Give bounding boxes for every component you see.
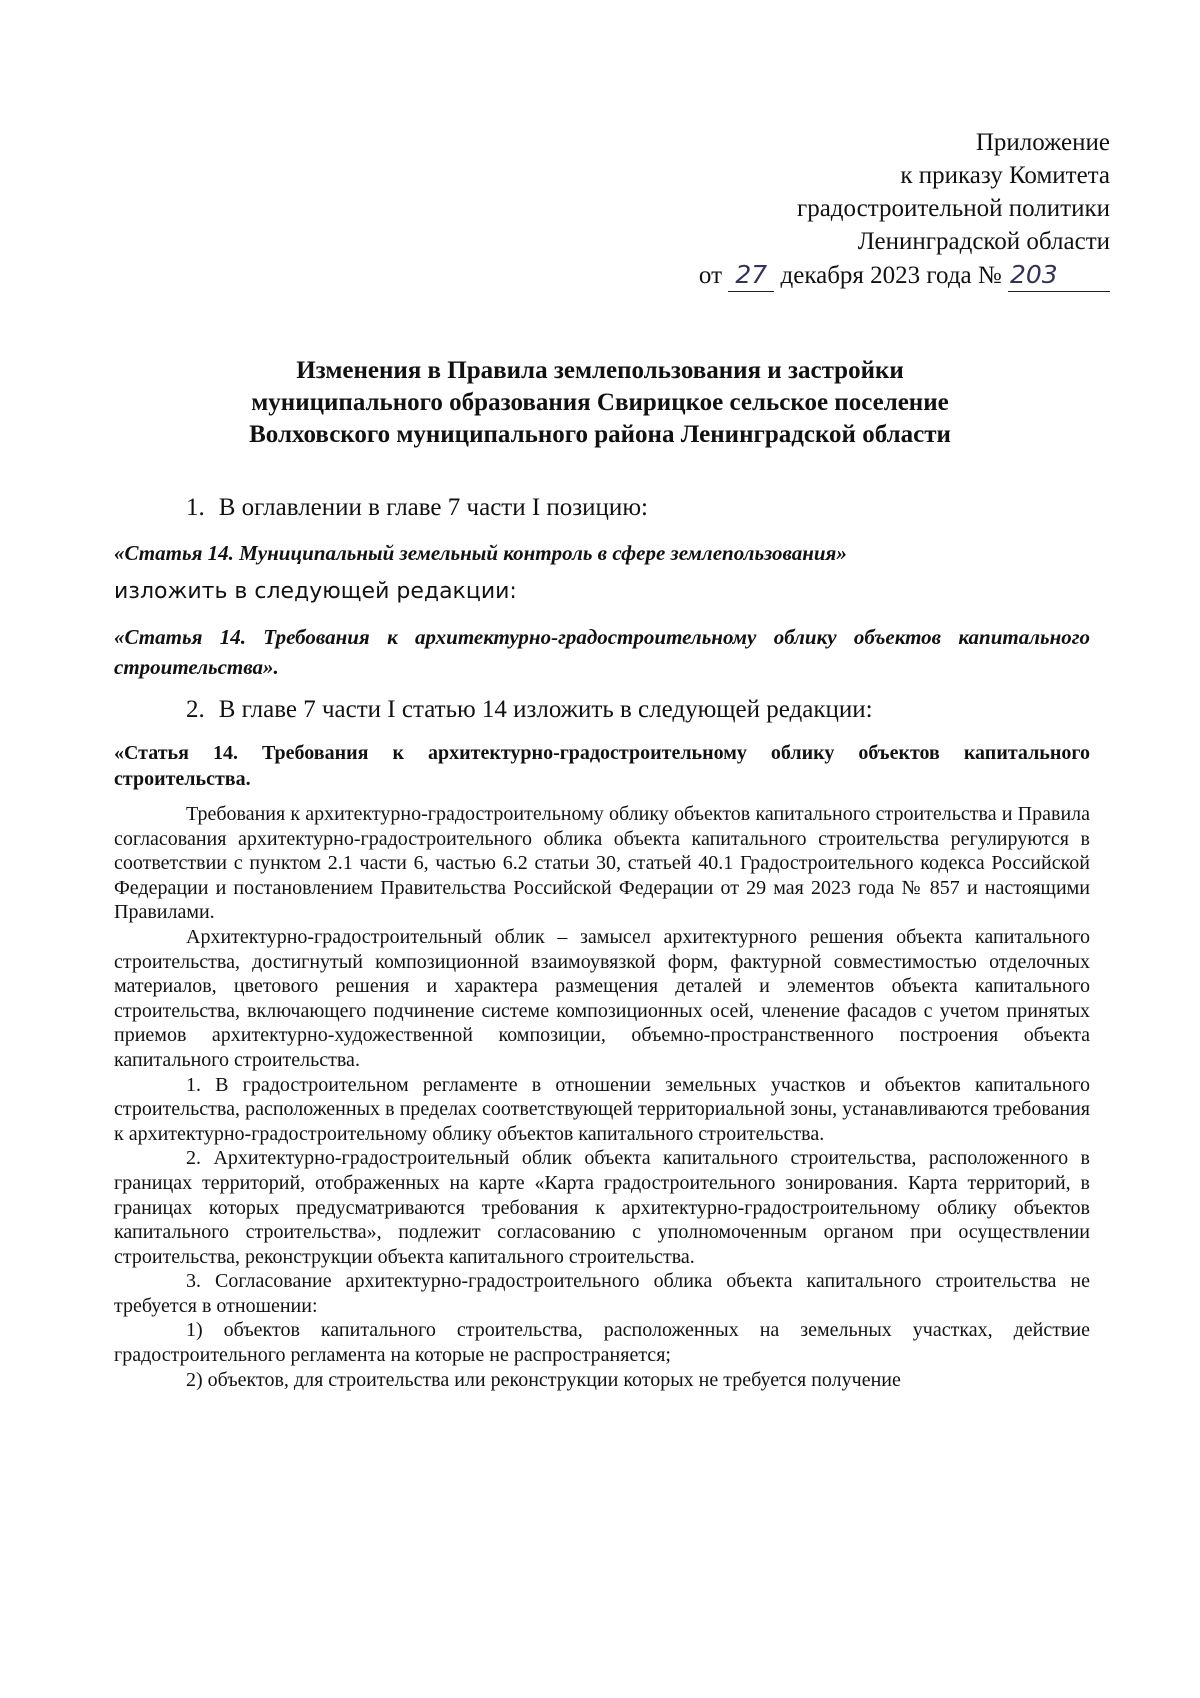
title-line-1: Изменения в Правила землепользования и застройки [296, 357, 904, 384]
appendix-line-2: к приказу Комитета [900, 162, 1110, 189]
article-paragraph-4: 2. Архитектурно-градостроительный облик объекта капитального строительства, расположенного в границах территорий, отображенных на карте «Карта градостроительного зонирования. Карта территорий, в границах которых предусматриваются требования к архитектурно-градостроительному облику объектов капитального строительства», подлежит согласованию с уполномоченным органом при осуществлении строительства, реконструкции объекта капитального строительства. [114, 1147, 1090, 1268]
item-2-number: 2. [186, 696, 205, 723]
date-middle: декабря 2023 года № [780, 262, 1002, 289]
old-position-quote: «Статья 14. Муниципальный земельный контроль в сфере землепользования» [114, 541, 847, 565]
item-1-text: В оглавлении в главе 7 части I позицию: [218, 494, 648, 521]
article-paragraph-2: Архитектурно-градостроительный облик – замысел архитектурного решения объекта капитального строительства, достигнутый композиционной взаимоувязкой форм, фактурной совместимостью отделочных материалов, цветового решения и характера размещения деталей и элементов объекта капитального строительства, включающего подчинение системе композиционных осей, членение фасадов с учетом принятых приемов архитектурно-художественной композиции, объемно-пространственного построения объекта капитального строительства. [114, 925, 1090, 1071]
item-1 [114, 492, 1090, 524]
article-paragraph-7: 2) объектов, для строительства или реконструкции которых не требуется получение [186, 1368, 901, 1391]
appendix-date-line [699, 258, 1110, 292]
item-1-number: 1. [186, 494, 205, 521]
article-paragraph-5: 3. Согласование архитектурно-градостроительного облика объекта капитального строительства не требуется в отношении: [114, 1270, 1090, 1317]
title-line-2: муниципального образования Свирицкое сельское поселение [251, 389, 949, 416]
appendix-line-3: градостроительной политики [796, 195, 1110, 222]
appendix-header [699, 126, 1110, 292]
document-body [114, 492, 1090, 1392]
date-prefix: от [698, 262, 723, 289]
title-line-3: Волховского муниципального района Ленинградской области [249, 421, 951, 448]
handwritten-day: 27 [728, 258, 774, 292]
article-paragraph-1: Требования к архитектурно-градостроительному облику объектов капитального строительства и Правила согласования архитектурно-градостроительного облика объекта капитального строительства регулируются в соответствии с пунктом 2.1 части 6, частью 6.2 статьи 30, статьей 40.1 Градостроительного кодекса Российской Федерации и постановлением Правительства Российской Федерации от 29 мая 2023 года № 857 и настоящими Правилами. [114, 803, 1090, 924]
document-title [110, 355, 1090, 451]
item-2 [114, 694, 1090, 726]
article-paragraph-6: 1) объектов капитального строительства, расположенных на земельных участках, действие градостроительного регламента на которые не распространяется; [114, 1319, 1090, 1367]
handwritten-order-number: 203 [1008, 258, 1110, 292]
appendix-line-1: Приложение [975, 129, 1110, 156]
article-paragraph-3: 1. В градостроительном регламенте в отношении земельных участков и объектов капитального строительства, расположенных в пределах соответствующей территориальной зоны, устанавливаются требования к архитектурно-градостроительному облику объектов капитального строительства. [114, 1073, 1090, 1145]
new-position-quote: «Статья 14. Требования к архитектурно-градостроительному облику объектов капитального строительства». [114, 625, 1090, 679]
instruction-text: изложить в следующей редакции: [114, 579, 517, 604]
article-title: «Статья 14. Требования к архитектурно-градостроительному облику объектов капитального строительства. [114, 742, 1090, 790]
appendix-line-4: Ленинградской области [857, 228, 1110, 255]
item-2-text: В главе 7 части I статью 14 изложить в следующей редакции: [218, 696, 873, 723]
